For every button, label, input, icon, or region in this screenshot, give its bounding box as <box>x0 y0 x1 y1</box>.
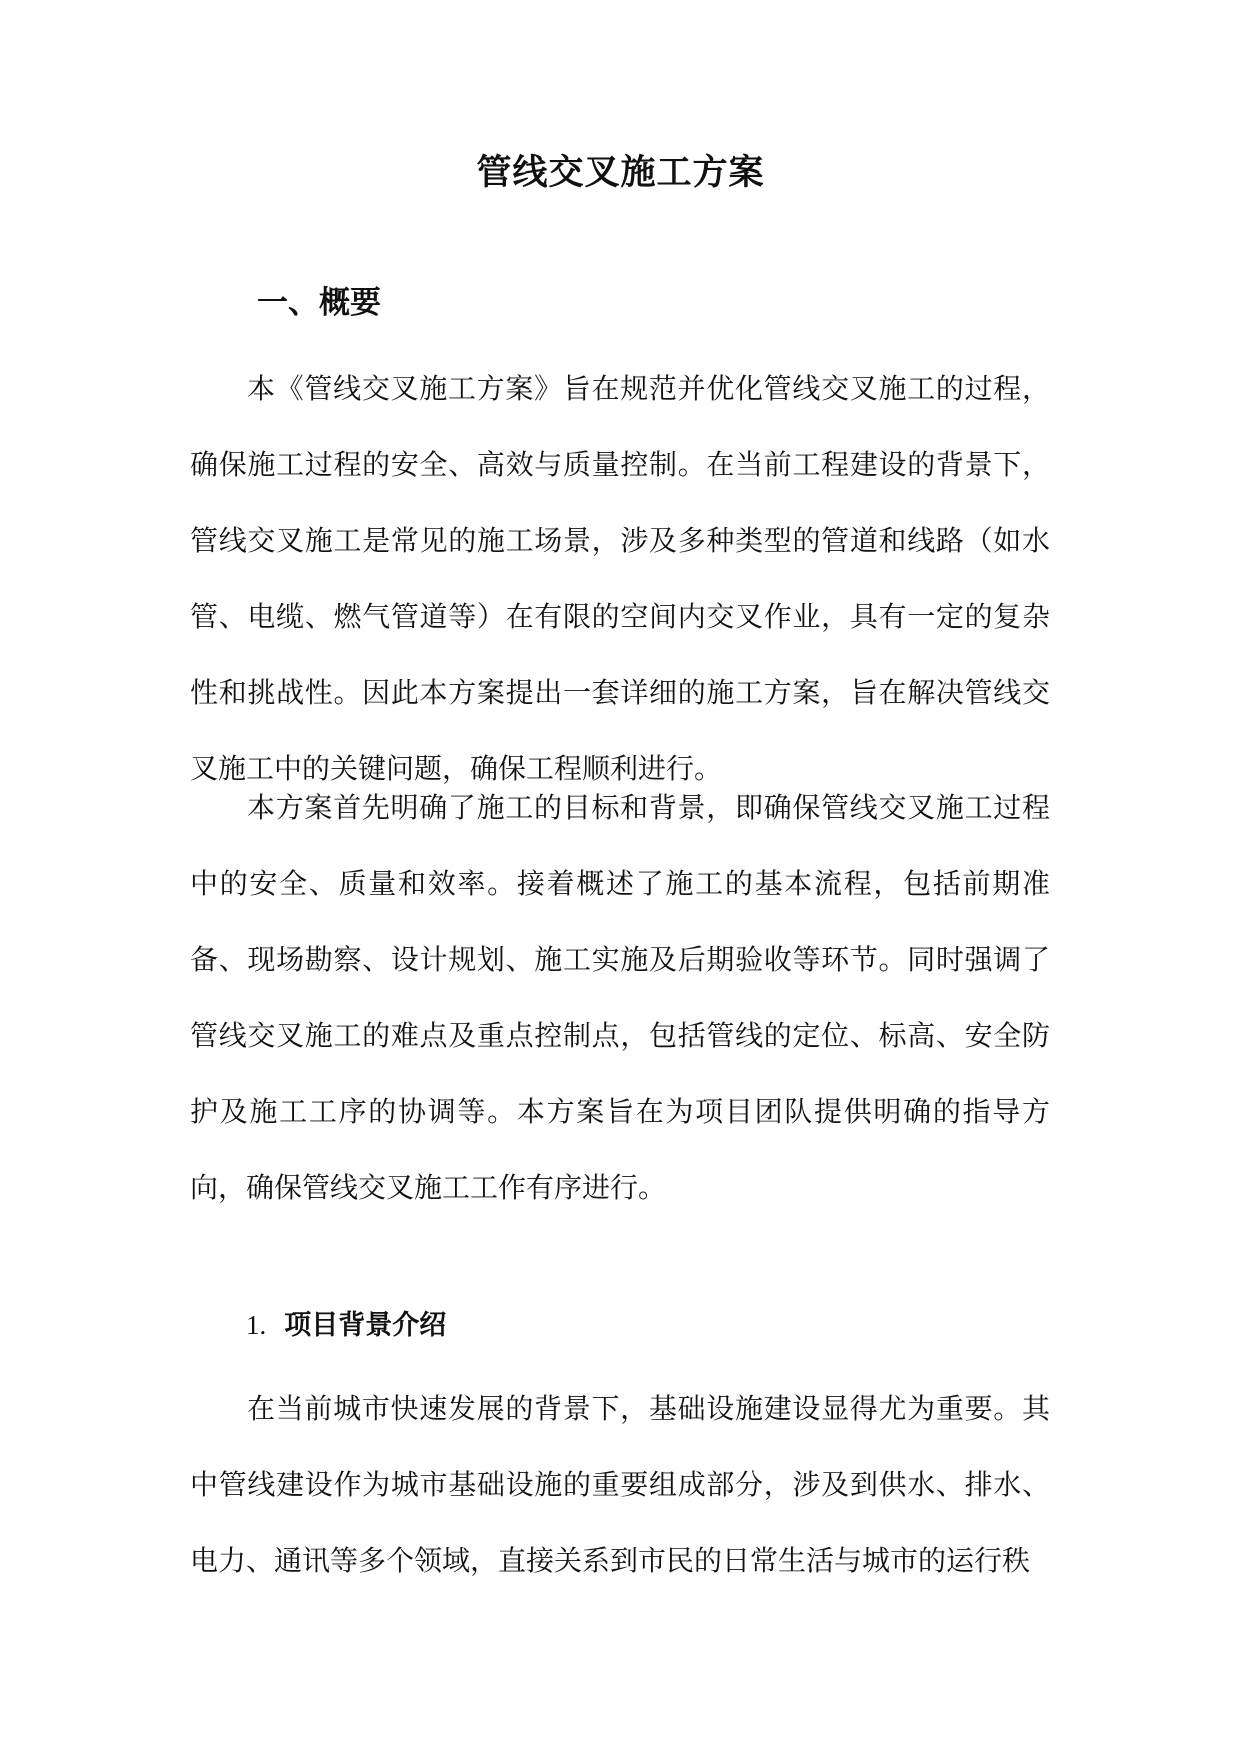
subsection-number: 1. <box>246 1310 267 1340</box>
overview-paragraph-1: 本《管线交叉施工方案》旨在规范并优化管线交叉施工的过程，确保施工过程的安全、高效与质量控制。在当前工程建设的背景下，管线交叉施工是常见的施工场景，涉及多种类型的管道和线路（如水管、电缆、燃气管道等）在有限的空间内交叉作业，具有一定的复杂性和挑战性。因此本方案提出一套详细的施工方案，旨在解决管线交叉施工中的关键问题，确保工程顺利进行。 <box>190 372 1050 785</box>
subsection-heading-project-background <box>246 1305 446 1346</box>
subsection-title: 项目背景介绍 <box>284 1310 447 1341</box>
project-background-paragraph: 在当前城市快速发展的背景下，基础设施建设显得尤为重要。其中管线建设作为城市基础设施的重要组成部分，涉及到供水、排水、电力、通讯等多个领域，直接关系到市民的日常生活与城市的运行秩 <box>190 1392 1050 1577</box>
overview-paragraph-2: 本方案首先明确了施工的目标和背景，即确保管线交叉施工过程中的安全、质量和效率。接着概述了施工的基本流程，包括前期准备、现场勘察、设计规划、施工实施及后期验收等环节。同时强调了管线交叉施工的难点及重点控制点，包括管线的定位、标高、安全防护及施工工序的协调等。本方案旨在为项目团队提供明确的指导方向，确保管线交叉施工工作有序进行。 <box>190 791 1050 1204</box>
section-heading-overview: 一、概要 <box>257 285 381 321</box>
document-title: 管线交叉施工方案 <box>476 153 765 193</box>
